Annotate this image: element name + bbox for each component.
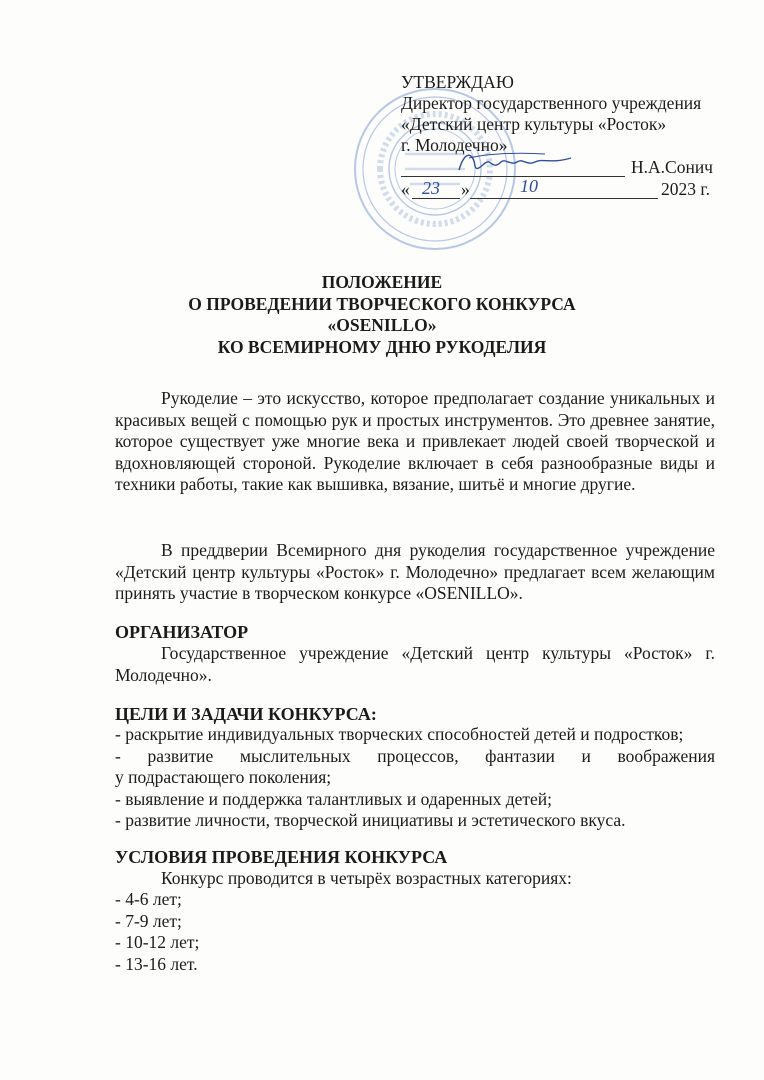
intro-paragraph-1: Рукоделие – это искусство, которое предполагает создание уникальных и красивых вещей с помощью рук и простых инструментов. Это древнее занятие, которое существует уже многие века и привлекает людей своей творческой и вдохновляющей стороной. Рукоделие включает в себя разнообразные виды и техники работы, такие как вышивка, вязание, шитьё и многие другие. xyxy=(115,388,715,494)
goals-heading: ЦЕЛИ И ЗАДАЧИ КОНКУРСА: xyxy=(115,704,377,724)
goal-item: - выявление и поддержка талантливых и одаренных детей; xyxy=(115,789,553,809)
organizer-heading: ОРГАНИЗАТОР xyxy=(115,622,249,642)
age-category-item: - 4-6 лет; xyxy=(115,889,182,909)
date-open-quote: « xyxy=(401,179,410,199)
date-year: 2023 г. xyxy=(661,179,710,199)
organizer-text: Государственное учреждение «Детский центр культуры «Росток» г. Молодечно». xyxy=(115,643,715,685)
intro-paragraph-2: В преддверии Всемирного дня рукоделия государственное учреждение «Детский центр культуры «Росток» г. Молодечно» предлагает всем желающим принять участие в творческом конкурсе «OSENILLO». xyxy=(115,540,715,603)
approval-block xyxy=(401,72,701,156)
approver-city: г. Молодечно» xyxy=(401,135,508,155)
goal-item: - развитие личности, творческой инициативы и эстетического вкуса. xyxy=(115,810,626,830)
date-close-quote: » xyxy=(461,179,470,199)
age-category-item: - 10-12 лет; xyxy=(115,932,200,952)
age-category-item: - 7-9 лет; xyxy=(115,911,182,931)
conditions-heading: УСЛОВИЯ ПРОВЕДЕНИЯ КОНКУРСА xyxy=(115,847,448,867)
conditions-intro: Конкурс проводится в четырёх возрастных категориях: xyxy=(161,868,572,888)
approver-name: Н.А.Сонич xyxy=(631,157,713,177)
title-line-4: КО ВСЕМИРНОМУ ДНЮ РУКОДЕЛИЯ xyxy=(217,336,547,357)
goal-item: - развитие мыслительных процессов, фантазии и воображения xyxy=(115,746,715,766)
age-category-item: - 13-16 лет. xyxy=(115,954,198,974)
approver-organization: «Детский центр культуры «Росток» xyxy=(401,114,667,134)
approver-position: Директор государственного учреждения xyxy=(401,93,702,113)
signature-line xyxy=(401,176,625,177)
document-title xyxy=(0,272,764,358)
date-month-line xyxy=(470,198,658,199)
title-line-3: «OSENILLO» xyxy=(327,315,437,335)
date-day: 23 xyxy=(422,178,440,198)
title-line-1: ПОЛОЖЕНИЕ xyxy=(321,272,443,292)
goal-item: - раскрытие индивидуальных творческих способностей детей и подростков; xyxy=(115,724,684,744)
approve-label: УТВЕРЖДАЮ xyxy=(401,72,514,92)
title-line-2: О ПРОВЕДЕНИИ ТВОРЧЕСКОГО КОНКУРСА xyxy=(188,293,576,314)
date-month: 10 xyxy=(520,176,538,196)
goal-item: у подрастающего поколения; xyxy=(115,767,332,787)
